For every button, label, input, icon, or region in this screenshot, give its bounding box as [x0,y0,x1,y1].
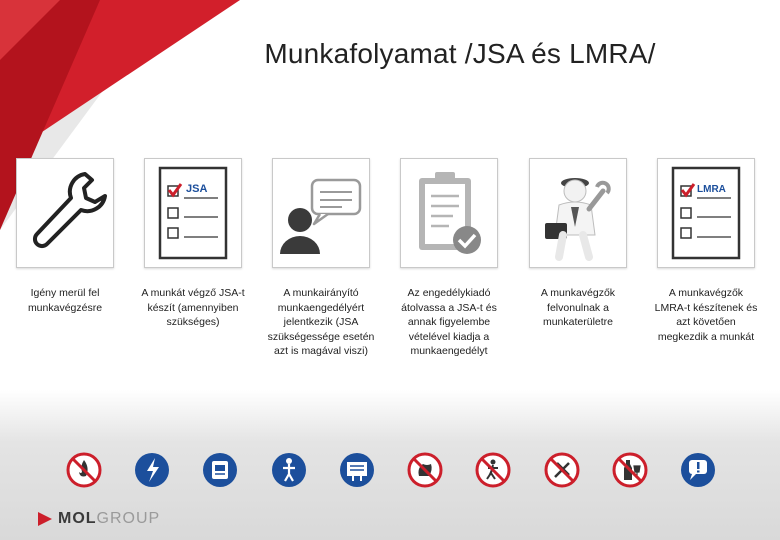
step-card [529,158,627,268]
step-5 [516,158,640,330]
step-2 [131,158,255,330]
logo-group-text: GROUP [96,510,161,527]
step-text: A munkát végző JSA-t készít (amennyiben szükséges) [141,287,245,328]
electric-hazard-icon [134,452,170,488]
safety-signs-row [66,452,716,492]
step-1 [3,158,127,315]
fall-protection-icon [271,452,307,488]
no-tools-icon [544,452,580,488]
mol-arrow-icon [36,510,54,528]
step-6 [644,158,768,344]
jsa-checklist-icon [154,164,232,262]
permit-board-icon [339,452,375,488]
step-3 [259,158,383,359]
lmra-checklist-icon [667,164,745,262]
step-card [657,158,755,268]
step-text: A munkavégzők LMRA-t készítenek és azt követően megkezdik a munkát [654,287,758,343]
step-text: Igény merül fel munkavégzésre [27,287,103,314]
checklist-badge: JSA [186,183,208,195]
no-fire-icon [66,452,102,488]
step-card [16,158,114,268]
step-card [144,158,242,268]
mol-group-logo [36,510,160,528]
step-4 [387,158,511,359]
no-hands-icon [407,452,443,488]
step-card [272,158,370,268]
step-text: A munkavégzők felvonulnak a munkaterületre [540,287,616,328]
step-text: A munkairányító munkaengedélyért jelentkezik (JSA szükségessége esetén azt is magával viszi) [267,287,375,357]
page-title: Munkafolyamat /JSA és LMRA/ [264,38,656,69]
step-card [400,158,498,268]
no-alcohol-icon [612,452,648,488]
checklist-badge: LMRA [697,184,726,195]
step-text: Az engedélykiadó átolvassa a JSA-t és annak figyelembe vételével kiadja a munkaengedélyt [401,287,497,357]
clipboard-check-icon [409,168,489,258]
wrench-icon [23,168,107,258]
permit-icon [202,452,238,488]
person-speech-icon [276,168,366,258]
logo-mol-text: MOL [58,510,97,527]
no-walking-icon [475,452,511,488]
warning-info-icon [680,452,716,488]
worker-toolbox-icon [535,165,621,261]
